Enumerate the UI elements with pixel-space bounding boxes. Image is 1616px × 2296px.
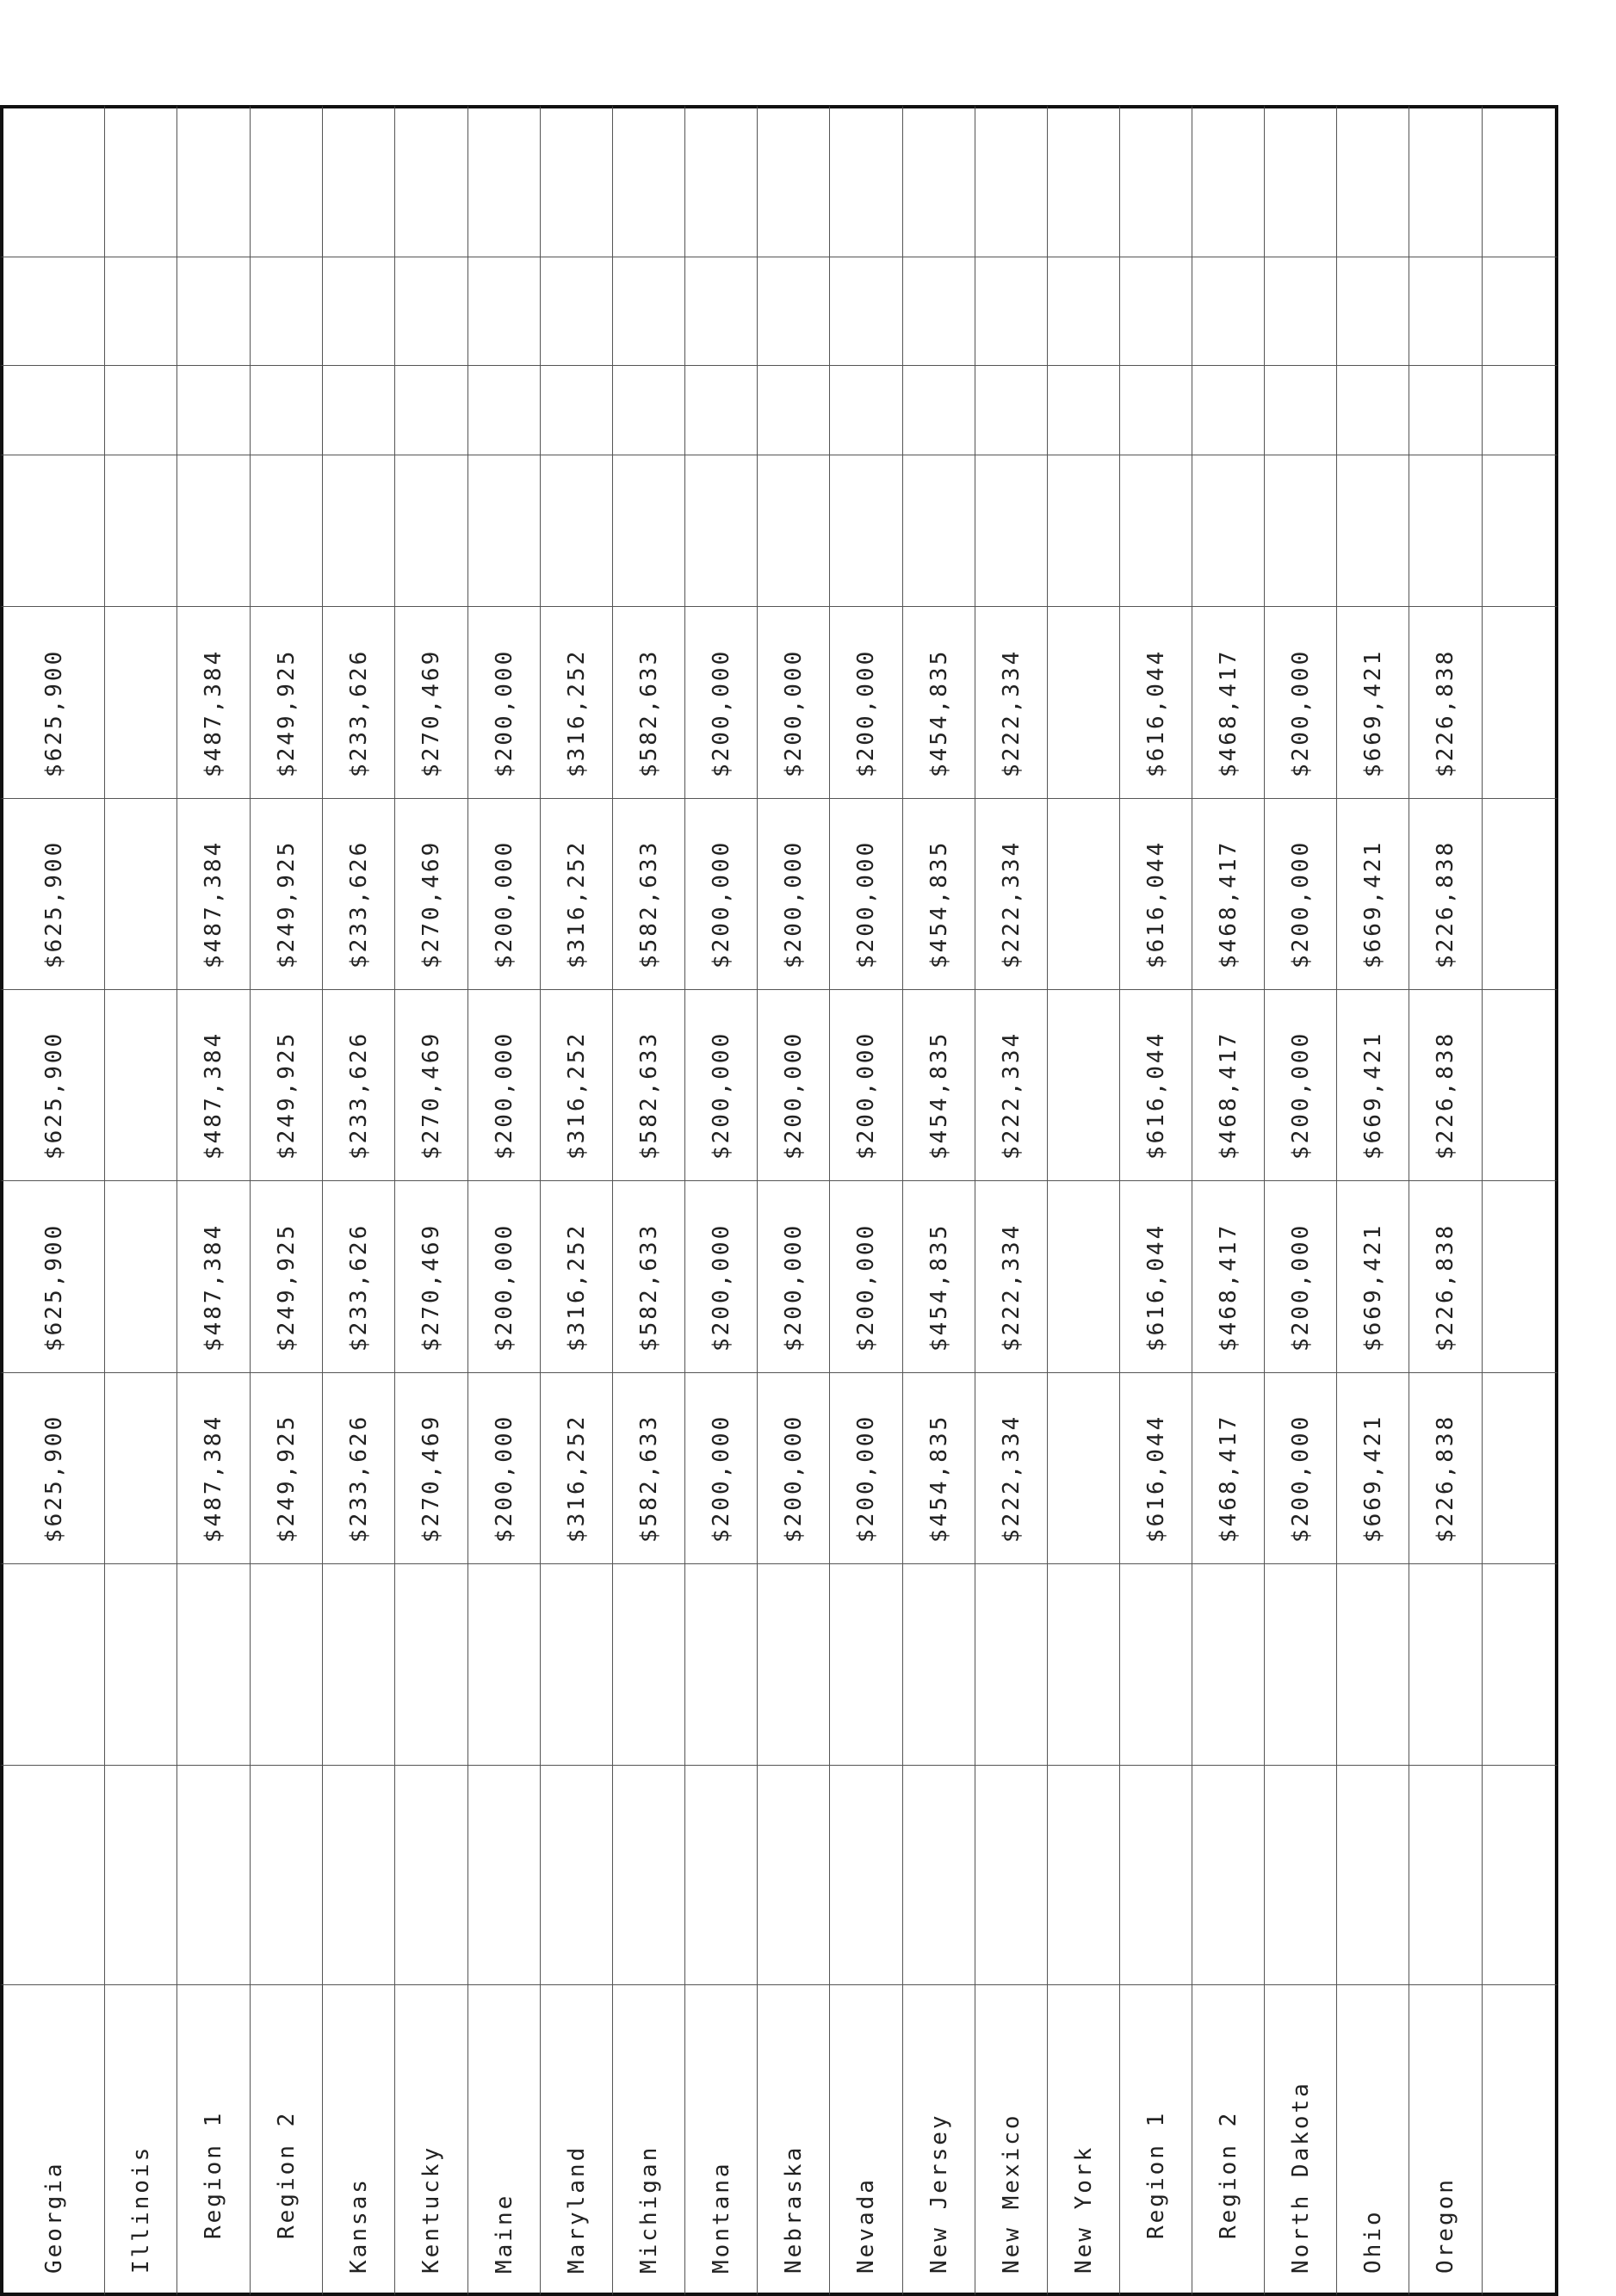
row-label-cell: Maine [468, 1984, 541, 2296]
amount-cell: $249,925 [251, 1180, 323, 1372]
empty-cell [1048, 455, 1120, 606]
amount-cell: $487,384 [177, 1180, 251, 1372]
empty-cell [1265, 1765, 1337, 1984]
empty-cell [0, 365, 105, 455]
amount-cell: $616,044 [1120, 989, 1192, 1180]
empty-cell [613, 105, 685, 257]
amount-cell [1048, 1180, 1120, 1372]
amount-cell: $582,633 [613, 1372, 685, 1563]
empty-cell [395, 1563, 468, 1765]
amount-cell: $616,044 [1120, 606, 1192, 798]
empty-cell [975, 1563, 1048, 1765]
amount-cell [1048, 989, 1120, 1180]
row-label-cell: Region 1 [1120, 1984, 1192, 2296]
amount-cell [1483, 989, 1558, 1180]
amount-cell: $200,000 [685, 798, 758, 989]
amount-cell: $200,000 [468, 989, 541, 1180]
empty-cell [1048, 257, 1120, 365]
empty-cell [830, 365, 903, 455]
row-label-cell: Region 2 [1192, 1984, 1265, 2296]
amount-cell: $316,252 [541, 1372, 613, 1563]
empty-cell [1409, 1765, 1483, 1984]
empty-cell [0, 1563, 105, 1765]
amount-cell: $270,469 [395, 1180, 468, 1372]
amount-cell: $468,417 [1192, 1180, 1265, 1372]
amount-cell: $669,421 [1337, 1180, 1409, 1372]
amount-cell: $454,835 [903, 606, 975, 798]
empty-cell [105, 105, 177, 257]
amount-cell: $200,000 [685, 1180, 758, 1372]
empty-cell [105, 455, 177, 606]
empty-cell [758, 257, 830, 365]
amount-cell: $270,469 [395, 989, 468, 1180]
row-label-cell [1483, 1984, 1558, 2296]
empty-cell [685, 257, 758, 365]
empty-cell [1483, 455, 1558, 606]
empty-cell [0, 257, 105, 365]
amount-cell: $454,835 [903, 1372, 975, 1563]
empty-cell [613, 1765, 685, 1984]
amount-cell [1048, 1372, 1120, 1563]
amount-cell [1483, 606, 1558, 798]
empty-cell [613, 1563, 685, 1765]
empty-cell [177, 105, 251, 257]
amount-cell [105, 1372, 177, 1563]
amount-cell: $222,334 [975, 989, 1048, 1180]
amount-cell: $233,626 [323, 606, 395, 798]
empty-cell [1337, 455, 1409, 606]
empty-cell [541, 455, 613, 606]
amount-cell: $316,252 [541, 606, 613, 798]
amount-cell: $200,000 [468, 798, 541, 989]
amount-cell: $200,000 [685, 1372, 758, 1563]
row-label-cell: Oregon [1409, 1984, 1483, 2296]
amount-cell: $625,900 [0, 1180, 105, 1372]
amount-cell [1483, 798, 1558, 989]
empty-cell [1048, 1563, 1120, 1765]
empty-cell [177, 365, 251, 455]
empty-cell [1265, 257, 1337, 365]
empty-cell [1409, 455, 1483, 606]
empty-cell [1048, 1765, 1120, 1984]
empty-cell [975, 257, 1048, 365]
empty-cell [1120, 365, 1192, 455]
empty-cell [1192, 1765, 1265, 1984]
amount-cell: $200,000 [758, 606, 830, 798]
empty-cell [1192, 1563, 1265, 1765]
empty-cell [323, 1765, 395, 1984]
empty-cell [251, 1563, 323, 1765]
row-label-cell: New Jersey [903, 1984, 975, 2296]
amount-cell [1483, 1372, 1558, 1563]
empty-cell [903, 365, 975, 455]
empty-cell [251, 455, 323, 606]
empty-cell [830, 455, 903, 606]
empty-cell [0, 455, 105, 606]
amount-cell: $200,000 [1265, 989, 1337, 1180]
amount-cell: $200,000 [830, 606, 903, 798]
amount-cell: $616,044 [1120, 1372, 1192, 1563]
row-label-cell: Region 1 [177, 1984, 251, 2296]
empty-cell [105, 365, 177, 455]
empty-cell [541, 257, 613, 365]
empty-cell [1483, 365, 1558, 455]
empty-cell [1337, 105, 1409, 257]
empty-cell [1483, 1563, 1558, 1765]
amount-cell: $468,417 [1192, 606, 1265, 798]
amount-cell: $200,000 [830, 1372, 903, 1563]
row-label-cell: Michigan [613, 1984, 685, 2296]
empty-cell [613, 455, 685, 606]
empty-cell [758, 1563, 830, 1765]
empty-cell [177, 1563, 251, 1765]
empty-cell [1337, 1765, 1409, 1984]
amount-cell: $270,469 [395, 1372, 468, 1563]
empty-cell [830, 1765, 903, 1984]
empty-cell [468, 1563, 541, 1765]
amount-cell: $200,000 [1265, 606, 1337, 798]
empty-cell [468, 1765, 541, 1984]
amount-cell: $468,417 [1192, 798, 1265, 989]
amount-cell: $487,384 [177, 798, 251, 989]
empty-cell [395, 257, 468, 365]
empty-cell [105, 257, 177, 365]
empty-cell [1483, 105, 1558, 257]
empty-cell [323, 1563, 395, 1765]
row-label-cell: Nevada [830, 1984, 903, 2296]
empty-cell [758, 105, 830, 257]
empty-cell [758, 365, 830, 455]
empty-cell [613, 257, 685, 365]
empty-cell [105, 1765, 177, 1984]
amount-cell: $233,626 [323, 798, 395, 989]
empty-cell [541, 365, 613, 455]
empty-cell [323, 365, 395, 455]
empty-cell [1483, 257, 1558, 365]
row-label-cell: Maryland [541, 1984, 613, 2296]
empty-cell [1048, 105, 1120, 257]
empty-cell [323, 105, 395, 257]
amount-cell: $669,421 [1337, 798, 1409, 989]
empty-cell [830, 105, 903, 257]
amount-cell: $468,417 [1192, 1372, 1265, 1563]
empty-cell [685, 365, 758, 455]
empty-cell [975, 365, 1048, 455]
amount-cell: $249,925 [251, 989, 323, 1180]
empty-cell [903, 1563, 975, 1765]
amount-cell [1048, 606, 1120, 798]
amount-cell: $616,044 [1120, 1180, 1192, 1372]
amount-cell: $454,835 [903, 989, 975, 1180]
amount-cell: $316,252 [541, 989, 613, 1180]
amount-cell: $200,000 [468, 606, 541, 798]
amount-cell: $582,633 [613, 1180, 685, 1372]
amount-cell: $270,469 [395, 798, 468, 989]
amount-cell: $200,000 [1265, 1180, 1337, 1372]
empty-cell [541, 105, 613, 257]
empty-cell [468, 105, 541, 257]
empty-cell [177, 257, 251, 365]
empty-cell [903, 105, 975, 257]
amount-cell [1483, 1180, 1558, 1372]
empty-cell [975, 105, 1048, 257]
amount-cell: $582,633 [613, 989, 685, 1180]
empty-cell [1120, 105, 1192, 257]
row-label-cell: Illinois [105, 1984, 177, 2296]
empty-cell [830, 257, 903, 365]
row-label-cell: Region 2 [251, 1984, 323, 2296]
empty-cell [177, 455, 251, 606]
row-label-cell: Georgia [0, 1984, 105, 2296]
amount-cell: $669,421 [1337, 1372, 1409, 1563]
empty-cell [1265, 365, 1337, 455]
amount-cell [105, 989, 177, 1180]
empty-cell [1265, 105, 1337, 257]
amount-cell [105, 606, 177, 798]
empty-cell [1192, 455, 1265, 606]
row-label-cell: Kentucky [395, 1984, 468, 2296]
empty-cell [468, 365, 541, 455]
empty-cell [903, 455, 975, 606]
amount-cell: $625,900 [0, 989, 105, 1180]
empty-cell [323, 455, 395, 606]
empty-cell [395, 365, 468, 455]
amount-cell: $200,000 [758, 798, 830, 989]
empty-cell [1120, 455, 1192, 606]
amount-cell: $616,044 [1120, 798, 1192, 989]
amount-cell: $249,925 [251, 606, 323, 798]
empty-cell [1409, 1563, 1483, 1765]
amount-cell: $222,334 [975, 1372, 1048, 1563]
empty-cell [105, 1563, 177, 1765]
empty-cell [830, 1563, 903, 1765]
empty-cell [975, 1765, 1048, 1984]
amount-cell: $468,417 [1192, 989, 1265, 1180]
row-label-cell: Nebraska [758, 1984, 830, 2296]
empty-cell [395, 1765, 468, 1984]
empty-cell [468, 455, 541, 606]
empty-cell [323, 257, 395, 365]
amount-cell: $249,925 [251, 798, 323, 989]
amount-cell: $233,626 [323, 1372, 395, 1563]
amount-cell: $625,900 [0, 1372, 105, 1563]
empty-cell [903, 1765, 975, 1984]
amount-cell: $200,000 [1265, 1372, 1337, 1563]
empty-cell [1337, 1563, 1409, 1765]
empty-cell [395, 455, 468, 606]
row-label-cell: Kansas [323, 1984, 395, 2296]
empty-cell [1337, 365, 1409, 455]
amount-cell: $200,000 [468, 1372, 541, 1563]
amount-cell: $200,000 [830, 798, 903, 989]
amount-cell: $249,925 [251, 1372, 323, 1563]
amount-cell: $582,633 [613, 606, 685, 798]
empty-cell [1409, 105, 1483, 257]
amount-cell: $200,000 [468, 1180, 541, 1372]
amount-cell: $222,334 [975, 798, 1048, 989]
empty-cell [251, 105, 323, 257]
amount-cell: $226,838 [1409, 606, 1483, 798]
amount-cell [105, 1180, 177, 1372]
empty-cell [1409, 365, 1483, 455]
amount-cell: $226,838 [1409, 989, 1483, 1180]
amount-cell: $454,835 [903, 1180, 975, 1372]
amount-cell: $487,384 [177, 606, 251, 798]
amount-cell: $226,838 [1409, 1180, 1483, 1372]
amount-cell: $222,334 [975, 1180, 1048, 1372]
row-label-cell: North Dakota [1265, 1984, 1337, 2296]
amount-cell: $200,000 [685, 989, 758, 1180]
amount-cell: $200,000 [758, 1372, 830, 1563]
empty-cell [1265, 1563, 1337, 1765]
empty-cell [0, 105, 105, 257]
empty-cell [685, 105, 758, 257]
amount-cell: $200,000 [685, 606, 758, 798]
empty-cell [975, 455, 1048, 606]
amount-cell [1048, 798, 1120, 989]
amount-cell: $222,334 [975, 606, 1048, 798]
empty-cell [0, 1765, 105, 1984]
amount-cell: $200,000 [758, 989, 830, 1180]
amount-cell: $487,384 [177, 1372, 251, 1563]
row-label-cell: New York [1048, 1984, 1120, 2296]
amount-cell: $233,626 [323, 1180, 395, 1372]
amount-cell: $200,000 [1265, 798, 1337, 989]
amount-cell: $226,838 [1409, 1372, 1483, 1563]
empty-cell [177, 1765, 251, 1984]
empty-cell [395, 105, 468, 257]
empty-cell [758, 455, 830, 606]
empty-cell [758, 1765, 830, 1984]
amount-cell: $669,421 [1337, 989, 1409, 1180]
empty-cell [1192, 257, 1265, 365]
amount-cell: $625,900 [0, 606, 105, 798]
empty-cell [685, 1765, 758, 1984]
empty-cell [613, 365, 685, 455]
amount-cell: $316,252 [541, 1180, 613, 1372]
amount-cell: $200,000 [758, 1180, 830, 1372]
row-label-cell: Montana [685, 1984, 758, 2296]
empty-cell [541, 1563, 613, 1765]
empty-cell [1337, 257, 1409, 365]
empty-cell [1048, 365, 1120, 455]
amount-cell: $487,384 [177, 989, 251, 1180]
empty-cell [1192, 365, 1265, 455]
empty-cell [1120, 1563, 1192, 1765]
amount-cell: $669,421 [1337, 606, 1409, 798]
amount-cell: $200,000 [830, 989, 903, 1180]
amount-cell: $582,633 [613, 798, 685, 989]
empty-cell [1409, 257, 1483, 365]
empty-cell [1483, 1765, 1558, 1984]
empty-cell [251, 365, 323, 455]
empty-cell [1120, 257, 1192, 365]
amount-cell: $200,000 [830, 1180, 903, 1372]
empty-cell [468, 257, 541, 365]
empty-cell [251, 257, 323, 365]
empty-cell [1120, 1765, 1192, 1984]
row-label-cell: New Mexico [975, 1984, 1048, 2296]
amount-cell: $270,469 [395, 606, 468, 798]
empty-cell [685, 455, 758, 606]
amount-cell: $226,838 [1409, 798, 1483, 989]
amount-cell: $454,835 [903, 798, 975, 989]
empty-cell [1265, 455, 1337, 606]
row-label-cell: Ohio [1337, 1984, 1409, 2296]
amount-cell: $316,252 [541, 798, 613, 989]
amount-cell: $233,626 [323, 989, 395, 1180]
empty-cell [251, 1765, 323, 1984]
empty-cell [685, 1563, 758, 1765]
amount-cell: $625,900 [0, 798, 105, 989]
amount-cell [105, 798, 177, 989]
empty-cell [1192, 105, 1265, 257]
empty-cell [541, 1765, 613, 1984]
empty-cell [903, 257, 975, 365]
